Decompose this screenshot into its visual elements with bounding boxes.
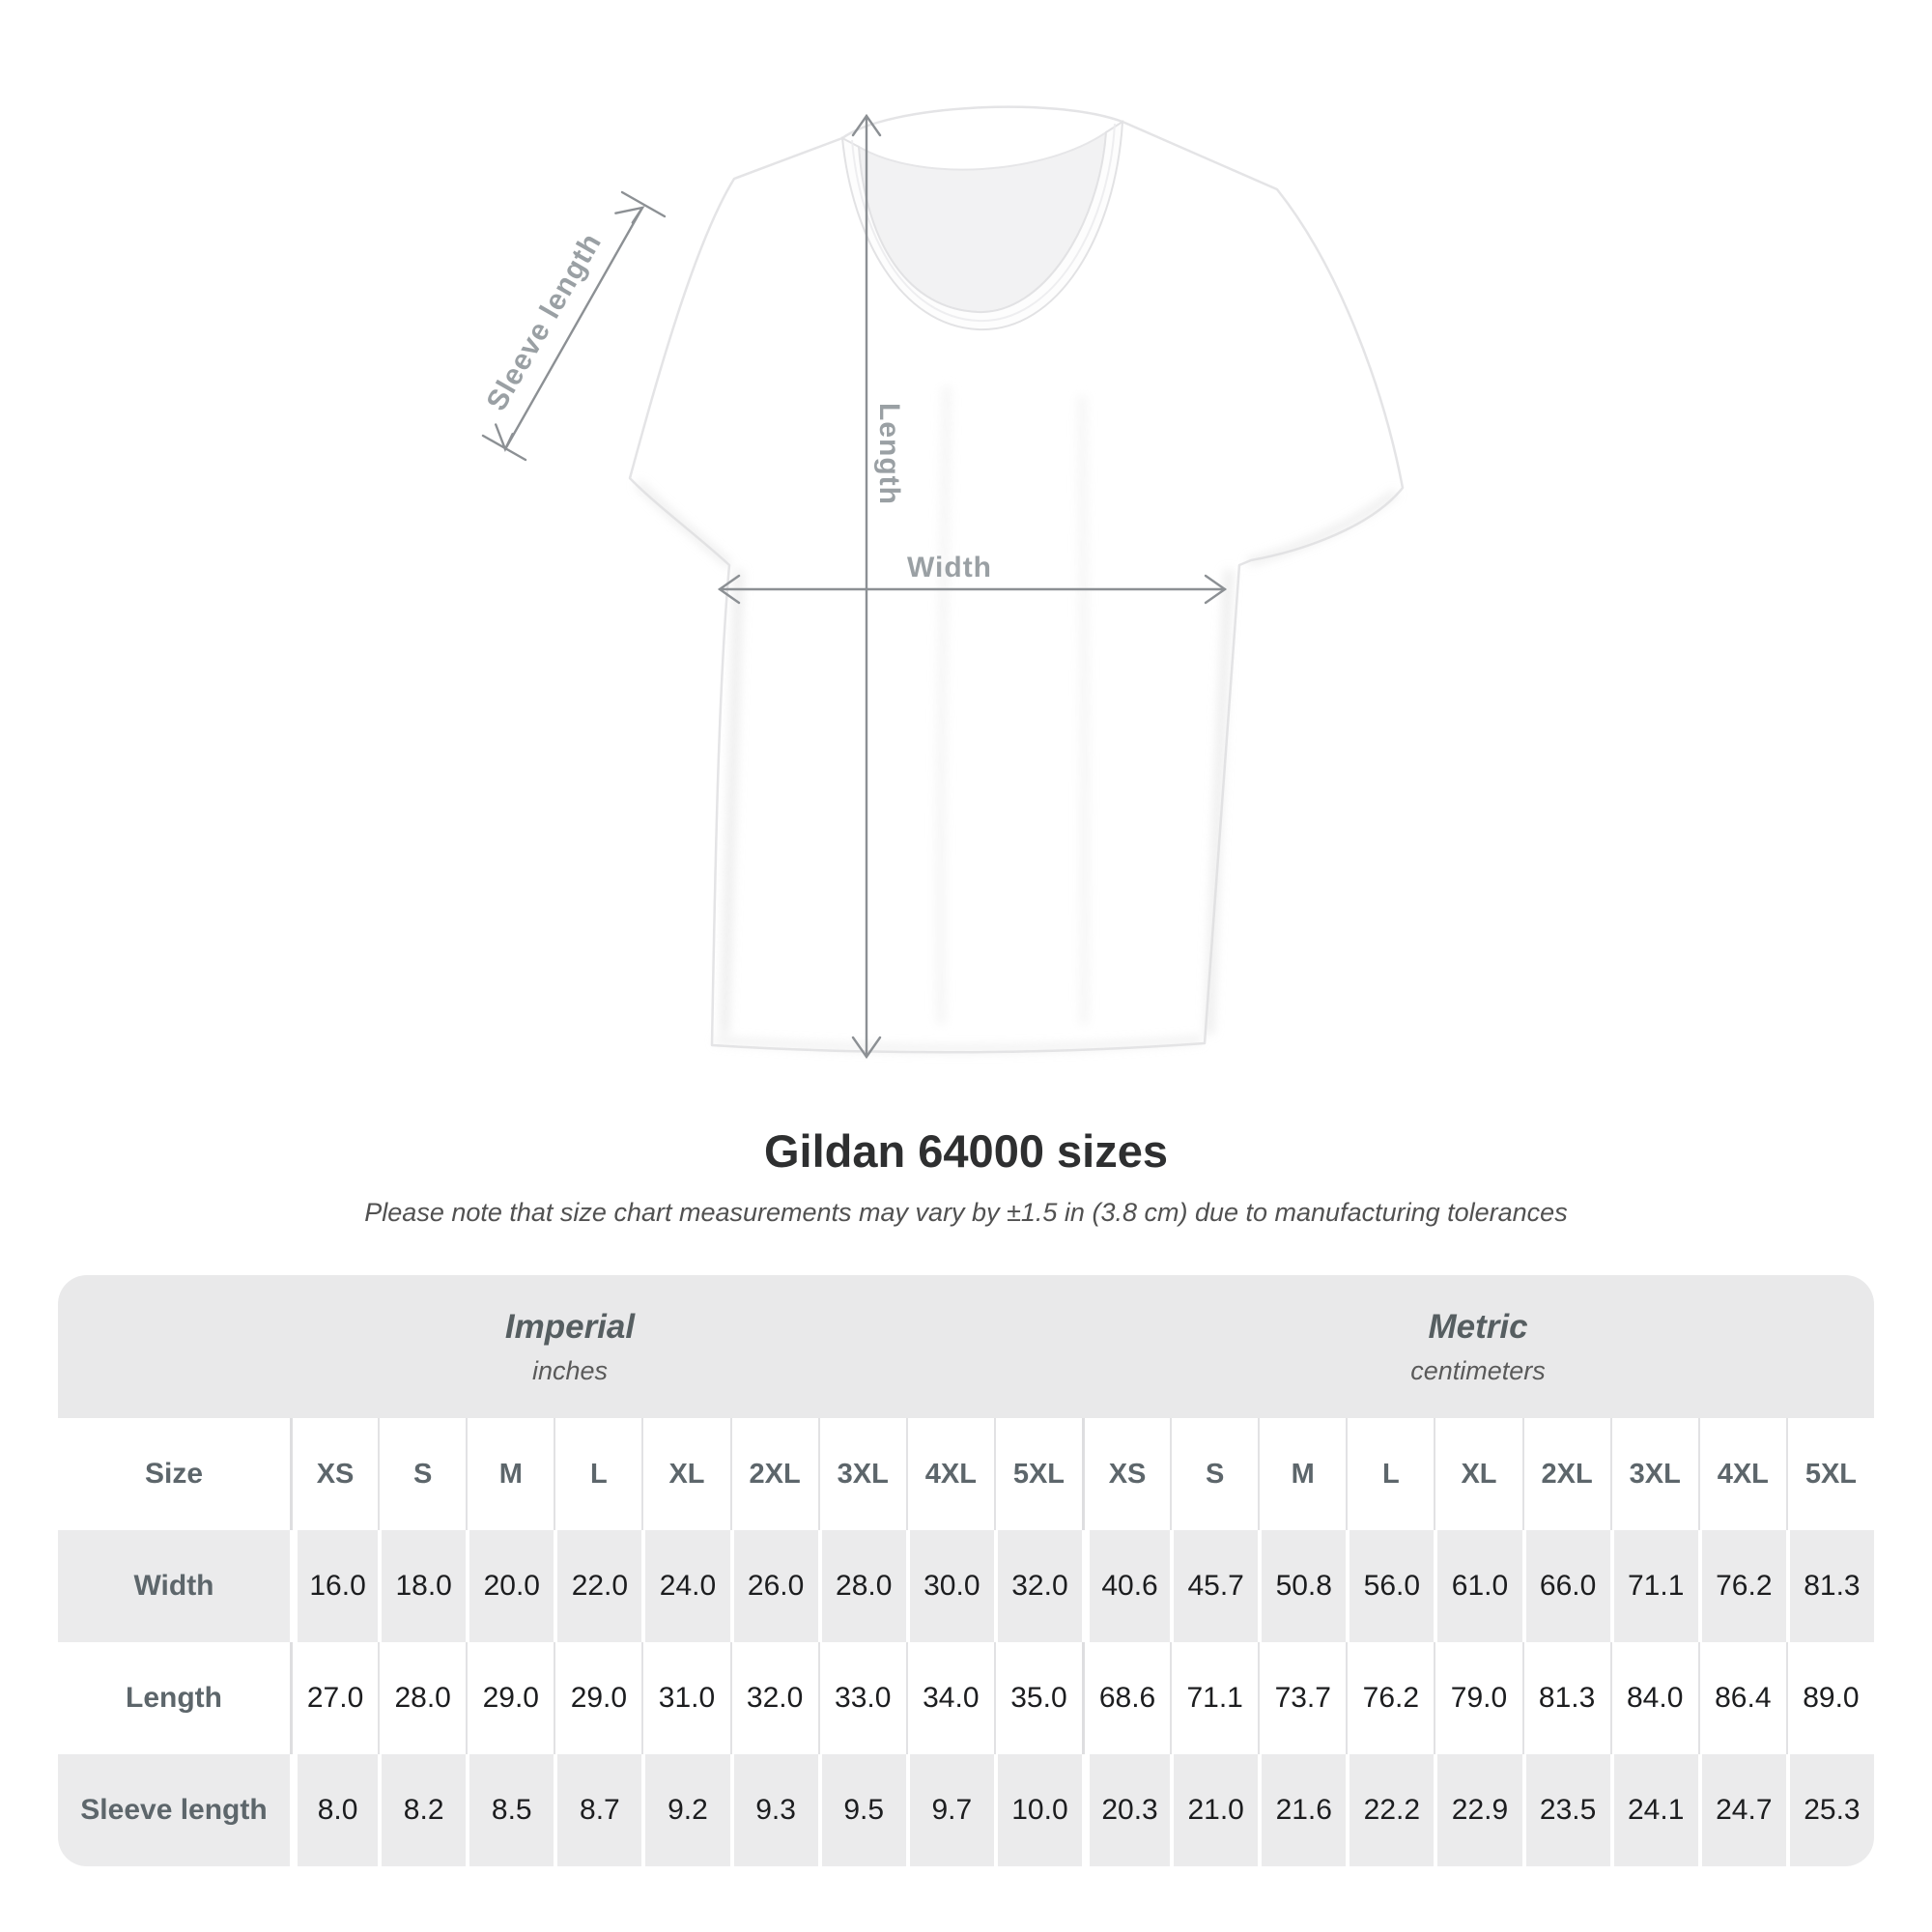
value-cell: 9.5	[818, 1754, 906, 1866]
value-cell: 32.0	[994, 1530, 1082, 1642]
value-cell: 79.0	[1434, 1642, 1521, 1754]
value-cell: 10.0	[994, 1754, 1082, 1866]
size-col-header-imperial-xs: XS	[290, 1418, 378, 1530]
size-col-header-metric-2xl: 2XL	[1522, 1418, 1610, 1530]
table-row-width	[58, 1530, 1874, 1642]
value-cell: 71.1	[1610, 1530, 1698, 1642]
size-table-body	[58, 1418, 1874, 1866]
value-cell: 89.0	[1786, 1642, 1874, 1754]
value-cell: 84.0	[1610, 1642, 1698, 1754]
value-cell: 29.0	[466, 1642, 554, 1754]
value-cell: 8.0	[290, 1754, 378, 1866]
value-cell: 8.2	[378, 1754, 466, 1866]
value-cell: 73.7	[1258, 1642, 1346, 1754]
size-col-header-imperial-s: S	[378, 1418, 466, 1530]
value-cell: 8.7	[554, 1754, 641, 1866]
value-cell: 27.0	[290, 1642, 378, 1754]
value-cell: 8.5	[466, 1754, 554, 1866]
size-col-header-imperial-m: M	[466, 1418, 554, 1530]
value-cell: 68.6	[1082, 1642, 1170, 1754]
size-col-header-metric-m: M	[1258, 1418, 1346, 1530]
size-col-header-imperial-2xl: 2XL	[730, 1418, 818, 1530]
size-col-header-metric-4xl: 4XL	[1698, 1418, 1786, 1530]
value-cell: 16.0	[290, 1530, 378, 1642]
value-cell: 20.0	[466, 1530, 554, 1642]
value-cell: 29.0	[554, 1642, 641, 1754]
value-cell: 50.8	[1258, 1530, 1346, 1642]
size-col-header-metric-xs: XS	[1082, 1418, 1170, 1530]
unit-header-row	[58, 1275, 1874, 1418]
table-row-sleeve-length	[58, 1754, 1874, 1866]
row-label: Sleeve length	[80, 1794, 268, 1826]
value-cell: 24.0	[641, 1530, 729, 1642]
table-row-length	[58, 1642, 1874, 1754]
size-table	[58, 1275, 1874, 1866]
size-header-row	[58, 1418, 1874, 1530]
value-cell: 33.0	[818, 1642, 906, 1754]
value-cell: 28.0	[378, 1642, 466, 1754]
value-cell: 56.0	[1346, 1530, 1434, 1642]
value-cell: 24.1	[1610, 1754, 1698, 1866]
size-col-header-metric-l: L	[1346, 1418, 1434, 1530]
size-col-header-imperial-xl: XL	[641, 1418, 729, 1530]
value-cell: 22.9	[1434, 1754, 1521, 1866]
value-cell: 71.1	[1170, 1642, 1258, 1754]
value-cell: 18.0	[378, 1530, 466, 1642]
value-cell: 86.4	[1698, 1642, 1786, 1754]
value-cell: 31.0	[641, 1642, 729, 1754]
width-label: Width	[906, 552, 993, 583]
value-cell: 26.0	[730, 1530, 818, 1642]
value-cell: 9.2	[641, 1754, 729, 1866]
value-cell: 30.0	[906, 1530, 994, 1642]
shirt-figure-svg	[406, 68, 1430, 1082]
value-cell: 32.0	[730, 1642, 818, 1754]
value-cell: 45.7	[1170, 1530, 1258, 1642]
value-cell: 22.0	[554, 1530, 641, 1642]
shirt-measurement-figure	[406, 68, 1430, 1082]
value-cell: 76.2	[1346, 1642, 1434, 1754]
row-label: Length	[126, 1682, 222, 1714]
row-label: Width	[133, 1570, 214, 1602]
sleeve-length-label: Sleeve length	[480, 227, 609, 416]
metric-subtitle: centimeters	[1410, 1355, 1546, 1385]
value-cell: 28.0	[818, 1530, 906, 1642]
value-cell: 21.6	[1258, 1754, 1346, 1866]
value-cell: 35.0	[994, 1642, 1082, 1754]
size-col-header-metric-3xl: 3XL	[1610, 1418, 1698, 1530]
value-cell: 81.3	[1522, 1642, 1610, 1754]
value-cell: 9.3	[730, 1754, 818, 1866]
tshirt-image	[630, 107, 1403, 1053]
size-col-header-metric-s: S	[1170, 1418, 1258, 1530]
length-label: Length	[873, 403, 905, 505]
value-cell: 66.0	[1522, 1530, 1610, 1642]
value-cell: 25.3	[1786, 1754, 1874, 1866]
size-corner-label: Size	[144, 1458, 204, 1490]
imperial-title: Imperial	[504, 1307, 636, 1346]
size-col-header-imperial-5xl: 5XL	[994, 1418, 1082, 1530]
value-cell: 61.0	[1434, 1530, 1521, 1642]
value-cell: 20.3	[1082, 1754, 1170, 1866]
unit-group-imperial	[58, 1275, 1082, 1418]
size-col-header-imperial-l: L	[554, 1418, 641, 1530]
sleeve-length-arrow	[480, 192, 665, 460]
value-cell: 34.0	[906, 1642, 994, 1754]
unit-group-metric	[1082, 1275, 1874, 1418]
value-cell: 81.3	[1786, 1530, 1874, 1642]
size-col-header-metric-5xl: 5XL	[1786, 1418, 1874, 1530]
size-col-header-imperial-3xl: 3XL	[818, 1418, 906, 1530]
metric-title: Metric	[1428, 1307, 1528, 1346]
value-cell: 9.7	[906, 1754, 994, 1866]
page-subtitle: Please note that size chart measurements may vary by ±1.5 in (3.8 cm) due to manufacturing tolerances	[364, 1198, 1568, 1227]
value-cell: 40.6	[1082, 1530, 1170, 1642]
imperial-subtitle: inches	[531, 1355, 609, 1385]
value-cell: 22.2	[1346, 1754, 1434, 1866]
value-cell: 76.2	[1698, 1530, 1786, 1642]
size-col-header-imperial-4xl: 4XL	[906, 1418, 994, 1530]
value-cell: 24.7	[1698, 1754, 1786, 1866]
page-title: Gildan 64000 sizes	[763, 1125, 1169, 1177]
size-col-header-metric-xl: XL	[1434, 1418, 1521, 1530]
value-cell: 21.0	[1170, 1754, 1258, 1866]
value-cell: 23.5	[1522, 1754, 1610, 1866]
